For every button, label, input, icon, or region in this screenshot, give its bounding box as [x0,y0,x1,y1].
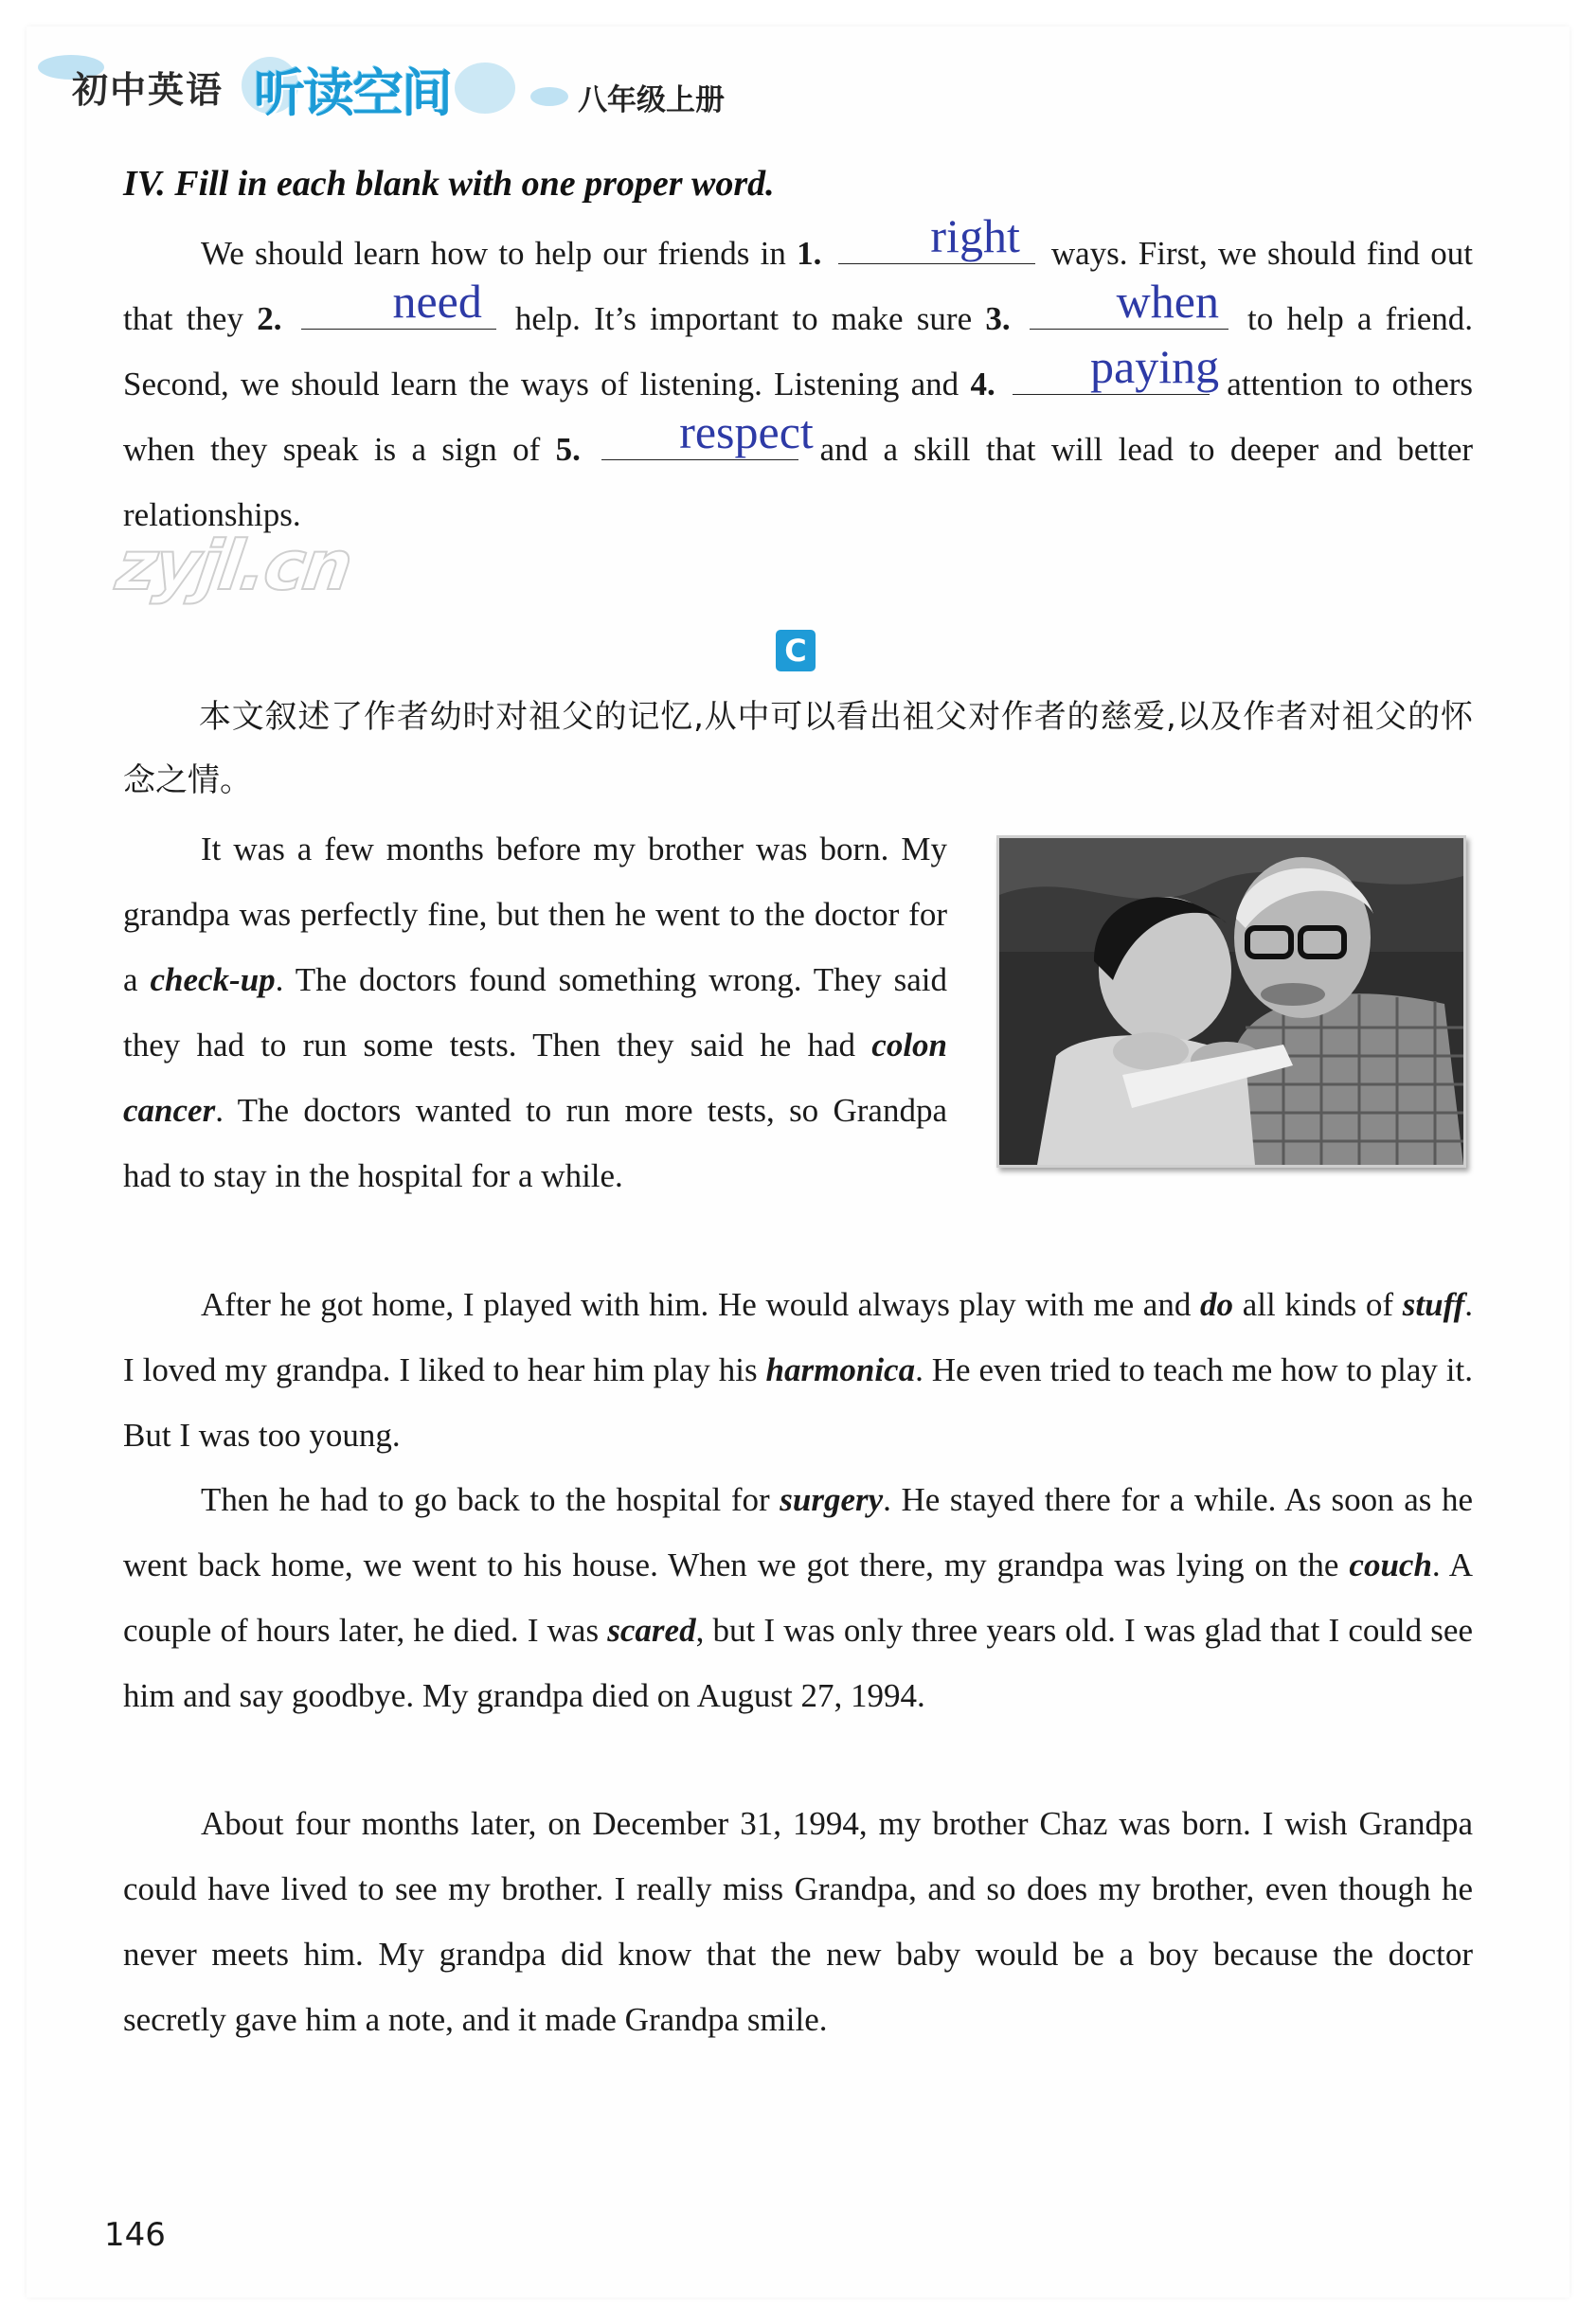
keyword: check-up [150,961,276,998]
page-number: 146 [104,2216,166,2254]
story-paragraph-2 [123,1272,1473,1468]
answer-blank-1 [838,209,1035,264]
blank-number: 3. [985,300,1011,337]
section-iv-heading: IV. Fill in each blank with one proper word. [123,164,775,204]
header-series-title: 听读空间 [254,63,451,123]
blank-number: 2. [257,300,282,337]
story-text: About four months later, on December 31, 1994, my brother Chaz was born. I wish Grandpa could have lived to see my brother. I really miss Grandpa, and so does my brother, even though he never meets him. My grandpa did know that the new baby would be a boy because the doctor secretly gave him a note, and it made Grandpa smile. [123,1805,1473,2038]
keyword: colon cancer [123,1027,948,1129]
iv-text: attention to others when they speak is a sign of [123,366,1474,468]
keyword: couch [1349,1546,1432,1583]
story-text: . He stayed there for a while. As soon as he went back home, we went to his house. When we got there, my grandpa was lying on the [123,1481,1474,1583]
iv-text: ways. First, we should find out that they [123,235,1473,337]
iv-text: We should learn how to help our friends in [201,235,786,272]
header-grade: 八年级上册 [578,83,725,117]
story-paragraph-1 [123,816,1473,1208]
handwritten-answer: when [1116,275,1219,328]
header-subject: 初中英语 [72,69,224,111]
keyword: harmonica [765,1351,916,1388]
keyword: surgery [780,1481,884,1518]
story-text: , but I was only three years old. I was glad that I could see him and say goodbye. My grandpa died on August 27, 1994. [123,1612,1473,1714]
iv-text: and a skill that will lead to deeper and better relationships. [123,431,1474,533]
story-text: . The doctors wanted to run more tests, so Grandpa had to stay in the hospital for a while. [123,1092,947,1194]
story-text: . I loved my grandpa. I liked to hear him play his [123,1286,1474,1388]
story-text: . A couple of hours later, he died. I was [123,1546,1473,1649]
cloud-decoration [530,87,568,106]
story-text: . The doctors found something wrong. They said they had to run some tests. Then they said he had [123,961,947,1064]
story-paragraph-4 [123,1791,1473,2052]
story-text: Then he had to go back to the hospital for [201,1481,770,1518]
watermark: zyjl.cn [112,526,356,605]
blank-number: 5. [555,431,581,468]
story-text: After he got home, I played with him. He would always play with me and [201,1286,1192,1323]
story-text: It was a few months before my brother was born. My grandpa was perfectly fine, but then he went to the doctor for a [123,831,947,998]
handwritten-answer: right [930,209,1020,262]
story-text: all kinds of [1242,1286,1394,1323]
keyword: stuff [1402,1286,1465,1323]
summary-text: 本文叙述了作者幼时对祖父的记忆,从中可以看出祖父对作者的慈爱,以及作者对祖父的怀念之情。 [123,698,1473,799]
answer-blank-5 [601,405,814,460]
iv-text: help. It’s important to make sure [514,300,973,337]
handwritten-answer: need [392,275,482,328]
answer-blank-2 [301,275,496,330]
section-iv-paragraph [123,209,1474,547]
handwritten-answer: paying [1090,340,1220,393]
blank-number: 4. [970,366,995,402]
section-c-badge: C [776,630,816,671]
keyword: do [1200,1286,1234,1323]
page-header [0,0,1596,142]
answer-blank-4 [1013,340,1220,395]
story-paragraph-3 [123,1467,1473,1728]
chinese-summary [123,686,1473,813]
story-text: . He even tried to teach me how to play it. But I was too young. [123,1351,1473,1454]
cloud-decoration [455,63,515,114]
handwritten-answer: respect [679,405,814,458]
blank-number: 1. [797,235,822,272]
keyword: scared [607,1612,696,1649]
iv-text: to help a friend. Second, we should learn the ways of listening. Listening and [123,300,1474,402]
answer-blank-3 [1030,275,1228,330]
